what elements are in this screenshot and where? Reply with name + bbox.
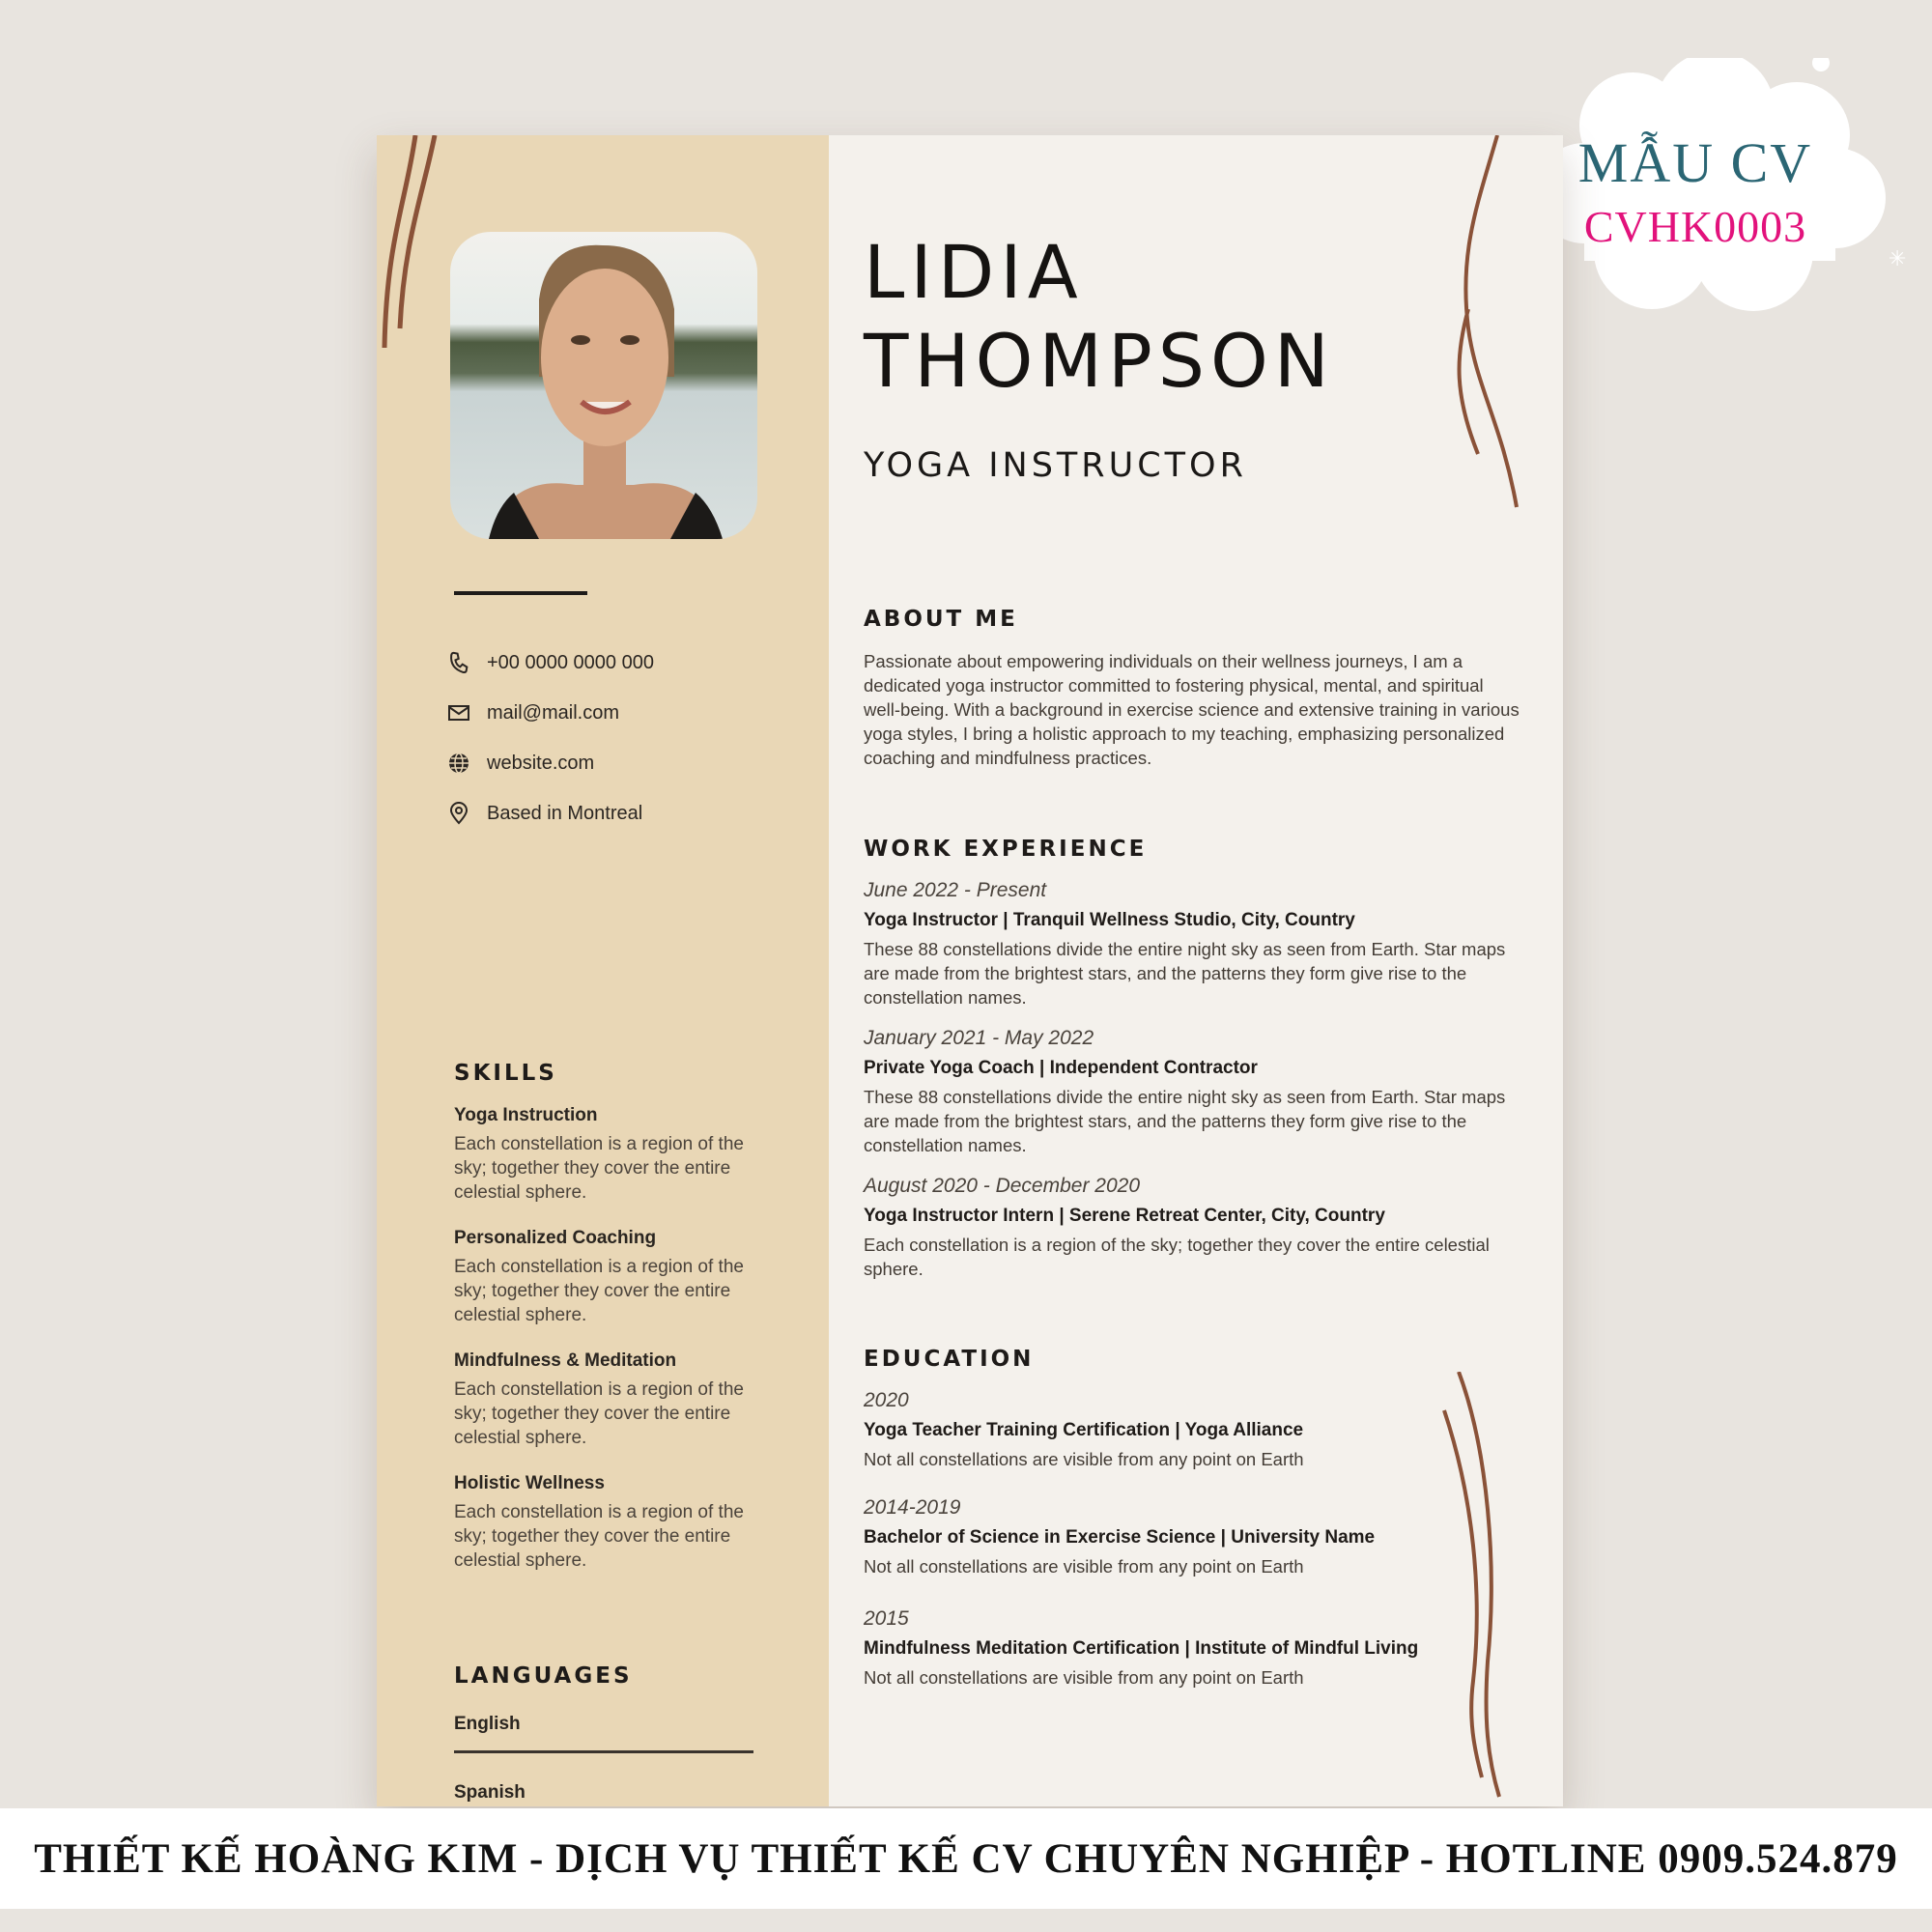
education-entry — [864, 1607, 1520, 1690]
skill-name: Mindfulness & Meditation — [454, 1350, 677, 1371]
location-pin-icon — [446, 801, 471, 826]
education-section — [864, 1347, 1520, 1690]
entry-date: August 2020 - December 2020 — [864, 1175, 1141, 1197]
entry-description: These 88 constellations divide the entire night sky as seen from Earth. Star maps are made from the brightest stars, and the patterns they form give rise to the constellation names. — [864, 1087, 1506, 1155]
contact-phone-text: +00 0000 0000 000 — [487, 651, 654, 673]
skill-name: Personalized Coaching — [454, 1228, 657, 1248]
language-item — [454, 1782, 773, 1806]
contact-location — [446, 788, 654, 838]
sidebar-divider — [454, 591, 587, 595]
decorative-lines — [377, 135, 454, 357]
language-name: Spanish — [454, 1782, 526, 1803]
footer-text: THIẾT KẾ HOÀNG KIM - DỊCH VỤ THIẾT KẾ CV CHUYÊN NGHIỆP - HOTLINE 0909.524.879 — [34, 1835, 1898, 1882]
experience-section — [864, 837, 1520, 1281]
skills-title: SKILLS — [454, 1061, 557, 1086]
entry-title: Yoga Teacher Training Certification | Yoga Alliance — [864, 1420, 1304, 1440]
entry-date: 2015 — [864, 1607, 909, 1630]
first-name: LIDIA — [864, 229, 1084, 315]
language-level-bar — [454, 1750, 753, 1753]
education-entry — [864, 1496, 1520, 1578]
entry-date: 2014-2019 — [864, 1496, 961, 1519]
about-section — [864, 607, 1520, 770]
skills-section — [454, 1061, 773, 1573]
language-level-track — [454, 1750, 753, 1753]
about-text: Passionate about empowering individuals on their wellness journeys, I am a dedicated yoga instructor committed to fostering physical, mental, and spiritual well-being. With a background in exercise science and extensive training in various yoga styles, I bring a holistic approach to my teaching, emphasizing personalized coaching and mindfulness practices. — [864, 651, 1520, 768]
globe-icon — [446, 751, 471, 776]
languages-title: LANGUAGES — [454, 1663, 633, 1689]
profile-photo — [450, 232, 757, 539]
experience-entry — [864, 879, 1520, 1009]
entry-title: Yoga Instructor | Tranquil Wellness Studio, City, Country — [864, 910, 1355, 930]
svg-text:✳: ✳ — [1889, 247, 1907, 271]
education-entry — [864, 1389, 1520, 1471]
skill-item — [454, 1228, 773, 1327]
contact-list — [446, 638, 654, 838]
entry-date: January 2021 - May 2022 — [864, 1027, 1094, 1049]
contact-email — [446, 688, 654, 738]
skill-description: Each constellation is a region of the sky; together they cover the entire celestial sphere. — [454, 1257, 744, 1325]
mail-icon — [446, 700, 471, 725]
contact-website — [446, 738, 654, 788]
resume-sheet — [377, 135, 1563, 1806]
skill-name: Holistic Wellness — [454, 1473, 605, 1493]
skill-description: Each constellation is a region of the sky; together they cover the entire celestial sphere. — [454, 1502, 744, 1571]
entry-description: Each constellation is a region of the sky; together they cover the entire celestial sphere. — [864, 1235, 1490, 1279]
contact-phone — [446, 638, 654, 688]
about-title: ABOUT ME — [864, 607, 1018, 632]
languages-section — [454, 1663, 773, 1806]
entry-description: Not all constellations are visible from any point on Earth — [864, 1556, 1304, 1577]
resume-main — [864, 135, 1520, 1806]
resume-name — [864, 228, 1335, 406]
resume-sidebar — [377, 135, 829, 1806]
resume-role: YOGA INSTRUCTOR — [864, 446, 1247, 485]
badge-title: MẪU CV — [1577, 131, 1813, 194]
experience-entry — [864, 1175, 1520, 1281]
skill-item — [454, 1105, 773, 1205]
entry-title: Yoga Instructor Intern | Serene Retreat Center, City, Country — [864, 1206, 1385, 1226]
entry-date: 2020 — [864, 1389, 909, 1411]
footer-banner — [0, 1808, 1932, 1909]
education-title: EDUCATION — [864, 1347, 1035, 1372]
contact-website-text: website.com — [487, 752, 595, 774]
badge-code: CVHK0003 — [1583, 202, 1807, 251]
experience-entry — [864, 1027, 1520, 1157]
language-name: English — [454, 1714, 521, 1734]
skill-name: Yoga Instruction — [454, 1105, 598, 1125]
skill-description: Each constellation is a region of the sky; together they cover the entire celestial sphere. — [454, 1379, 744, 1448]
experience-title: WORK EXPERIENCE — [864, 837, 1148, 862]
entry-title: Mindfulness Meditation Certification | Institute of Mindful Living — [864, 1638, 1419, 1659]
last-name: THOMPSON — [864, 318, 1335, 404]
entry-description: Not all constellations are visible from any point on Earth — [864, 1667, 1304, 1688]
entry-description: These 88 constellations divide the entire night sky as seen from Earth. Star maps are made from the brightest stars, and the patterns they form give rise to the constellation names. — [864, 939, 1506, 1008]
phone-icon — [446, 650, 471, 675]
contact-location-text: Based in Montreal — [487, 802, 643, 824]
entry-title: Bachelor of Science in Exercise Science | University Name — [864, 1527, 1376, 1548]
skill-description: Each constellation is a region of the sky; together they cover the entire celestial sphere. — [454, 1134, 744, 1203]
skill-item — [454, 1350, 773, 1450]
entry-title: Private Yoga Coach | Independent Contractor — [864, 1058, 1258, 1078]
entry-date: June 2022 - Present — [864, 879, 1047, 901]
entry-description: Not all constellations are visible from any point on Earth — [864, 1449, 1304, 1469]
skill-item — [454, 1473, 773, 1573]
language-item — [454, 1714, 773, 1753]
contact-email-text: mail@mail.com — [487, 701, 619, 724]
